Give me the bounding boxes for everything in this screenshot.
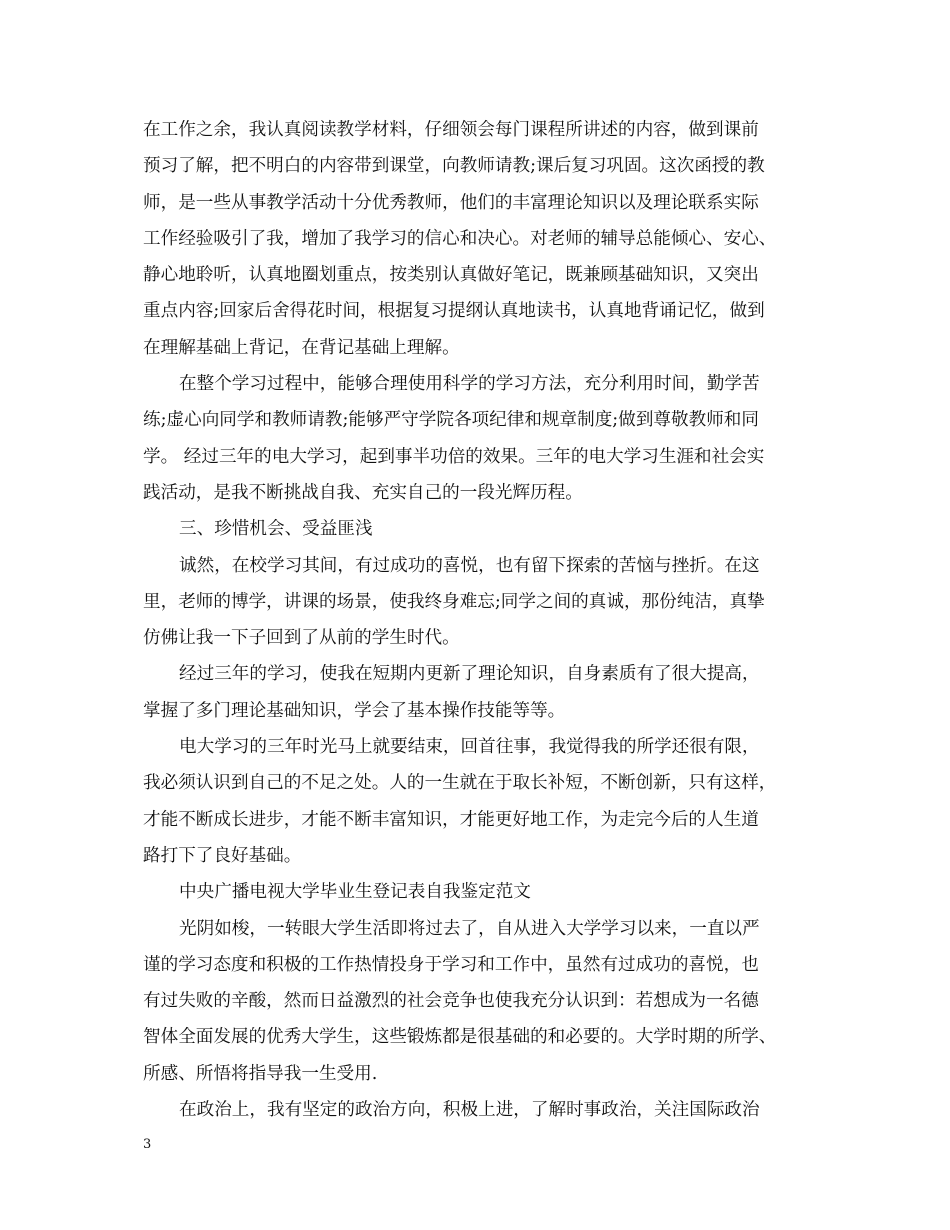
text-line: 智体全面发展的优秀大学生，这些锻炼都是很基础的和必要的。大学时期的所学、 [143, 1027, 777, 1048]
text-line: 所感、所悟将指导我一生受用. [143, 1063, 378, 1084]
text-line: 诚然，在校学习其间，有过成功的喜悦，也有留下探索的苦恼与挫折。在这 [179, 555, 760, 576]
text-line: 有过失败的辛酸，然而日益激烈的社会竞争也使我充分认识到：若想成为一名德 [143, 991, 759, 1012]
text-line: 在工作之余，我认真阅读教学材料，仔细领会每门课程所讲述的内容，做到课前 [143, 120, 759, 140]
document-body [143, 112, 811, 1128]
text-line: 师，是一些从事教学活动十分优秀教师，他们的丰富理论知识以及理论联系实际 [143, 192, 759, 213]
text-line: 静心地聆听，认真地圈划重点，按类别认真做好笔记，既兼顾基础知识，又突出 [143, 265, 759, 286]
page-number: 3 [143, 1137, 152, 1152]
text-line: 谨的学习态度和积极的工作热情投身于学习和工作中，虽然有过成功的喜悦，也 [143, 954, 759, 975]
text-line: 电大学习的三年时光马上就要结束，回首往事，我觉得我的所学还很有限， [179, 737, 760, 758]
text-line: 在整个学习过程中，能够合理使用科学的学习方法，充分利用时间，勤学苦 [179, 374, 760, 395]
text-line: 工作经验吸引了我，增加了我学习的信心和决心。对老师的辅导总能倾心、安心、 [143, 228, 777, 249]
text-line: 在理解基础上背记，在背记基础上理解。 [143, 337, 460, 358]
text-line: 重点内容;回家后舍得花时间，根据复习提纲认真地读书，认真地背诵记忆，做到 [143, 301, 765, 322]
text-line: 掌握了多门理论基础知识，学会了基本操作技能等等。 [143, 700, 566, 721]
text-line: 三、珍惜机会、受益匪浅 [179, 519, 373, 540]
text-line: 光阴如梭，一转眼大学生活即将过去了，自从进入大学学习以来，一直以严 [179, 918, 760, 939]
text-line: 路打下了良好基础。 [143, 845, 302, 866]
text-line: 才能不断成长进步，才能不断丰富知识，才能更好地工作，为走完今后的人生道 [143, 809, 759, 830]
text-line: 中央广播电视大学毕业生登记表自我鉴定范文 [179, 882, 531, 903]
text-line: 践活动，是我不断挑战自我、充实自己的一段光辉历程。 [143, 482, 583, 503]
text-line: 里，老师的博学，讲课的场景，使我终身难忘;同学之间的真诚，那份纯洁，真挚 [143, 591, 765, 612]
text-line: 练;虚心向同学和教师请教;能够严守学院各项纪律和规章制度;做到尊敬教师和同 [143, 410, 759, 431]
text-line: 学。 经过三年的电大学习，起到事半功倍的效果。三年的电大学习生涯和社会实 [143, 446, 765, 467]
text-line: 仿佛让我一下子回到了从前的学生时代。 [143, 628, 460, 649]
text-line: 经过三年的学习，使我在短期内更新了理论知识，自身素质有了很大提高， [179, 664, 760, 685]
text-line: 预习了解，把不明白的内容带到课堂，向教师请教;课后复习巩固。这次函授的教 [143, 156, 765, 177]
text-line: 我必须认识到自己的不足之处。人的一生就在于取长补短，不断创新，只有这样， [143, 773, 777, 794]
text-line: 在政治上，我有坚定的政治方向，积极上进，了解时事政治，关注国际政治 [179, 1100, 760, 1121]
